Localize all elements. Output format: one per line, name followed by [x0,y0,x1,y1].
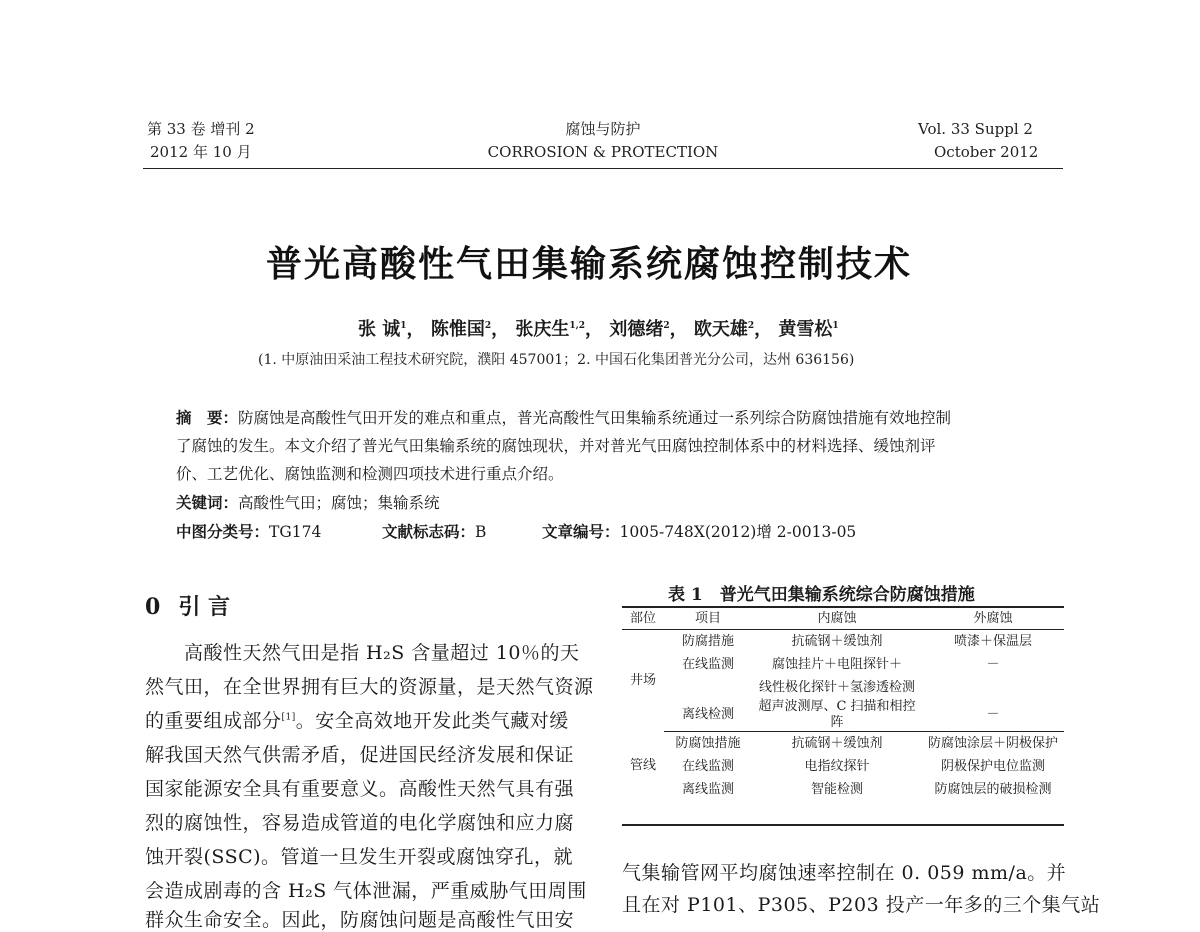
table-cell: 防腐措施 [681,633,734,649]
body-line: 烈的腐蚀性，容易造成管道的电化学腐蚀和应力腐 [145,812,575,834]
article-number-label: 文章编号： [542,522,620,541]
body-line: 气集输管网平均腐蚀速率控制在 0. 059 mm/a。并 [622,862,1067,884]
table-cell: 智能检测 [810,781,863,797]
author-separator: ， [406,319,425,340]
table-cell: 抗硫钢＋缓蚀剂 [791,633,883,649]
classification-clc [176,520,321,542]
author-affil-marker: 1 [400,321,407,331]
journal-date-en: October 2012 [934,143,1039,161]
table-header-cell: 部位 [622,608,664,630]
doc-code-label: 文献标志码： [382,522,476,541]
author-name: 张 诚 [358,319,401,340]
body-line: 蚀开裂(SSC)。管道一旦发生开裂或腐蚀穿孔，就 [145,846,574,868]
author-affil-marker: 2 [663,321,670,331]
paper-title: 普光高酸性气田集输系统腐蚀控制技术 [266,244,913,285]
body-line: 群众生命安全。因此，防腐蚀问题是高酸性气田安 [145,909,575,931]
keywords-label: 关键词： [176,493,239,512]
journal-volume: 第 33 卷 增刊 2 [147,120,255,138]
classification-article [542,520,856,542]
author-affil-marker: 2 [747,321,755,331]
body-line: 然气田，在全世界拥有巨大的资源量，是天然气资源 [145,676,594,698]
table-cell: 在线监测 [681,656,734,672]
journal-name-en: CORROSION & PROTECTION [487,143,719,161]
classification-doc [382,520,486,542]
table-cell: 腐蚀挂片＋电阻探针＋ [771,656,902,672]
doc-code-value: B [475,523,487,541]
table-header-cell: 外腐蚀 [922,608,1064,630]
header-rule [143,168,1063,169]
abstract-line [176,406,951,428]
author-separator: ， [491,319,510,340]
table-cell: 防腐蚀涂层＋阴极保护 [927,735,1058,751]
table-cell: 离线检测 [664,699,752,732]
table-cell [922,676,1064,699]
table-cell: － [986,656,1000,672]
table-row [622,676,1064,699]
affiliations: (1. 中原油田采油工程技术研究院，濮阳 457001；2. 中国石化集团普光分公司，达州 636156) [258,352,855,368]
abstract-text: 防腐蚀是高酸性气田开发的难点和重点，普光高酸性气田集输系统通过一系列综合防腐蚀措施有效地控制 [238,409,952,427]
section-number: 0 [145,594,161,620]
author-separator: ， [754,319,773,340]
author-name: 欧天雄 [693,319,748,340]
table-bottom-rule [622,824,1064,826]
table-cell: 电指纹探针 [804,758,870,774]
table-cell: 防腐蚀措施 [675,735,741,751]
body-line: 高酸性天然气田是指 H₂S 含量超过 10％的天 [145,642,580,664]
table-row [622,755,1064,778]
table-header-cell: 内腐蚀 [752,608,922,630]
table-group-cell: 管线 [629,758,656,774]
table-cell: 防腐蚀层的破损检测 [934,781,1052,797]
abstract-line: 了腐蚀的发生。本文介绍了普光气田集输系统的腐蚀现状，并对普光气田腐蚀控制体系中的材料选择、缓蚀剂评 [176,437,936,455]
abstract-label: 摘 要： [176,408,239,427]
table-cell: － [922,699,1064,732]
author-separator: ， [585,319,604,340]
table-header-row [622,608,1064,630]
table-cell: 抗硫钢＋缓蚀剂 [791,735,883,751]
author-name: 刘德绪 [609,319,664,340]
table-row [622,778,1064,801]
table-cell: 在线监测 [681,758,734,774]
body-line: 国家能源安全具有重要意义。高酸性天然气具有强 [145,778,575,800]
table-group-cell: 井场 [629,672,656,688]
table-cell [664,676,752,699]
section-heading [145,590,230,621]
body-line [145,706,569,733]
table-cell: 超声波测厚、C 扫描和相控阵 [752,699,922,732]
table-row [622,732,1064,756]
table-row [622,699,1064,732]
keywords [176,491,440,513]
journal-name-cn: 腐蚀与防护 [565,120,641,138]
journal-volume-en: Vol. 33 Suppl 2 [918,120,1033,138]
clc-label: 中图分类号： [176,522,270,541]
author-name: 张庆生 [515,319,570,340]
body-text: 的重要组成部分 [145,710,282,732]
section-title: 引 言 [178,594,230,620]
table-cell: 阴极保护电位监测 [940,758,1045,774]
author-affil-marker: 1,2 [569,321,586,331]
corrosion-measures-table [622,608,1064,801]
abstract-line: 价、工艺优化、腐蚀监测和检测四项技术进行重点介绍。 [176,465,564,483]
author-name: 陈惟国 [430,319,485,340]
keywords-text: 高酸性气田；腐蚀；集输系统 [238,494,440,512]
body-text: 。安全高效地开发此类气藏对缓 [295,710,569,732]
article-number-value: 1005-748X(2012)增 2-0013-05 [619,523,857,541]
table-header-cell: 项目 [664,608,752,630]
table-row [622,630,1064,654]
clc-value: TG174 [269,523,322,541]
author-separator: ， [669,319,688,340]
author-name: 黄雪松 [778,319,833,340]
author-affil-marker: 2 [484,321,492,331]
body-line: 且在对 P101、P305、P203 投产一年多的三个集气站 [622,894,1101,916]
table-row [622,653,1064,676]
table-cell: 离线监测 [681,781,734,797]
table-cell: 喷漆＋保温层 [953,633,1032,649]
author-list [358,315,839,341]
body-line: 会造成剧毒的含 H₂S 气体泄漏，严重威胁气田周围 [145,880,587,902]
journal-date: 2012 年 10 月 [150,143,252,161]
body-line: 解我国天然气供需矛盾，促进国民经济发展和保证 [145,744,575,766]
table-caption: 表 1 普光气田集输系统综合防腐蚀措施 [668,585,975,605]
author-affil-marker: 1 [832,321,839,331]
citation-ref: [1] [281,712,296,723]
table-cell: 线性极化探针＋氢渗透检测 [758,679,915,695]
